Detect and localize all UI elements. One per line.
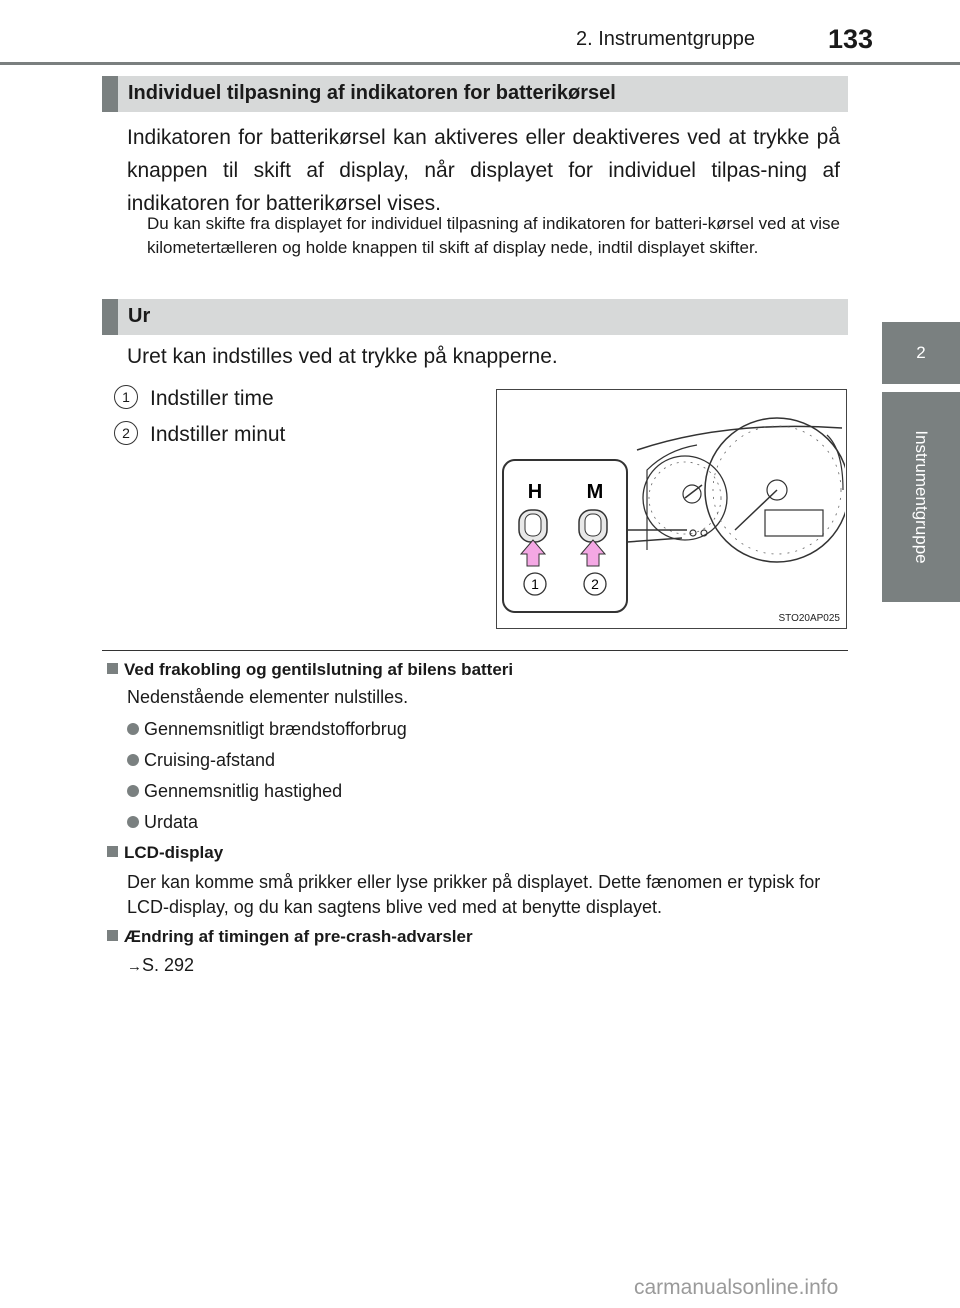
step-number: 1 [114, 385, 138, 409]
bullet-icon [127, 754, 139, 766]
bullet-icon [127, 785, 139, 797]
page-number: 133 [828, 24, 874, 54]
chapter-tab-number: 2 [882, 322, 960, 384]
running-header-section: 2. Instrumentgruppe [576, 28, 755, 50]
chapter-tab-label: Instrumentgruppe [912, 430, 931, 564]
note-heading: Ændring af timingen af pre-crash-advarsler [107, 927, 473, 947]
section-note: Du kan skifte fra displayet for individuel tilpasning af indikatoren for batteri-kørsel ved at vise kilometertælleren og holde knappen til skift af display nede, indtil displayet skifter. [147, 214, 840, 257]
section-heading: Individuel tilpasning af indikatoren for batterikørsel [128, 82, 616, 104]
watermark: carmanualsonline.info [634, 1276, 839, 1299]
step-label: Indstiller time [150, 387, 274, 410]
chapter-tab [882, 392, 960, 602]
section-body: Indikatoren for batterikørsel kan aktiveres eller deaktiveres ved at trykke på knappen til skift af display, når displayet for individuel tilpas-ning af indikatoren for batterikørsel vises. [127, 126, 840, 215]
step-item [114, 421, 285, 447]
list-item: Cruising-afstand [127, 750, 275, 771]
header-rule [0, 62, 960, 65]
section-heading-bar [102, 299, 848, 335]
separator-rule [102, 650, 848, 651]
list-item: Urdata [127, 812, 198, 833]
section-heading-bar [102, 76, 848, 112]
step-label: Indstiller minut [150, 423, 286, 446]
square-bullet-icon [107, 663, 118, 674]
square-bullet-icon [107, 846, 118, 857]
note-intro: Nedenstående elementer nulstilles. [127, 687, 409, 707]
list-item: Gennemsnitlig hastighed [127, 781, 342, 802]
callout-1: 1 [531, 576, 539, 592]
step-item [114, 385, 274, 411]
clock-buttons-illustration [496, 389, 847, 629]
note-heading: LCD-display [107, 843, 223, 863]
instrument-cluster-drawing [497, 390, 845, 627]
note-text: Der kan komme små prikker eller lyse prikker på displayet. Dette fænomen er typisk for LCD-display, og du kan sagtens blive ved med at benytte displayet. [127, 872, 821, 917]
page-reference[interactable]: →S. 292 [127, 955, 195, 975]
button-h-label: H [527, 481, 543, 503]
callout-2: 2 [591, 576, 599, 592]
figure-caption: STO20AP025 [778, 613, 840, 624]
button-m-label: M [586, 481, 604, 503]
bullet-icon [127, 723, 139, 735]
section-body: Uret kan indstilles ved at trykke på knapperne. [127, 345, 558, 368]
section-heading: Ur [128, 305, 151, 327]
note-heading: Ved frakobling og gentilslutning af bilens batteri [107, 660, 513, 680]
bullet-icon [127, 816, 139, 828]
arrow-right-icon: → [127, 958, 142, 975]
list-item: Gennemsnitligt brændstofforbrug [127, 719, 407, 740]
step-number: 2 [114, 421, 138, 445]
square-bullet-icon [107, 930, 118, 941]
